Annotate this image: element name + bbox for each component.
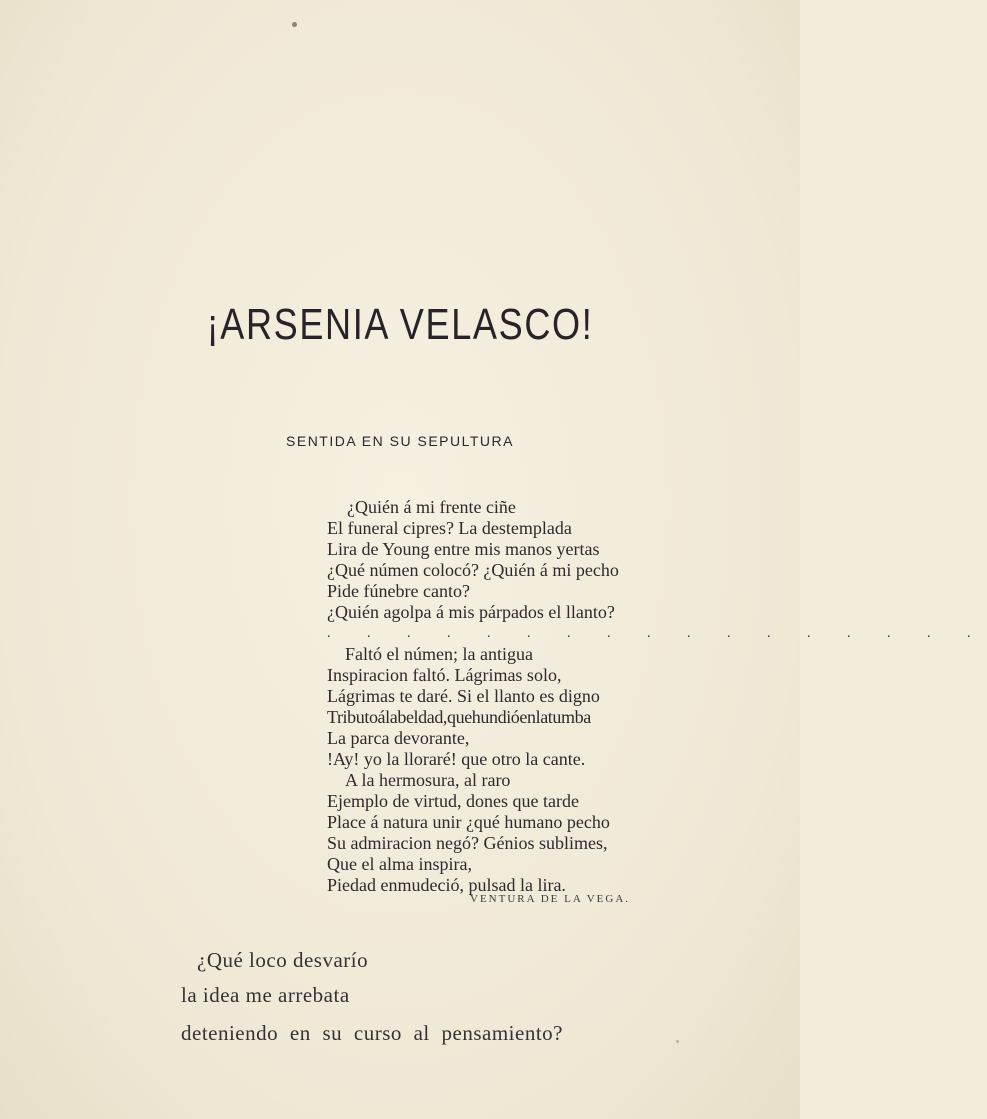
paper-speck	[676, 1040, 679, 1043]
epigraph-line: Inspiracion faltó. Lágrimas solo,	[327, 665, 562, 685]
epigraph-line: Lágrimas te daré. Si el llanto es digno	[327, 686, 600, 706]
epigraph-line: Su admiracion negó? Génios sublimes,	[327, 833, 608, 853]
epigraph-line: ¿Quién á mi frente ciñe	[347, 497, 516, 517]
epigraph-line: El funeral cipres? La destemplada	[327, 518, 572, 538]
epigraph-ellipsis: . . . . . . . . . . . . . . . . .	[327, 626, 987, 641]
page-title: ¡ARSENIA VELASCO!	[206, 300, 594, 349]
page-subtitle: SENTIDA EN SU SEPULTURA	[286, 433, 514, 449]
epigraph-line: ¿Qué númen colocó? ¿Quién á mi pecho	[327, 560, 619, 580]
epigraph-line: Faltó el númen; la antigua	[345, 644, 533, 664]
epigraph-line: !Ay! yo la lloraré! que otro la cante.	[327, 749, 586, 769]
epigraph-line: ¿Quién agolpa á mis párpados el llanto?	[327, 602, 615, 622]
epigraph-line: A la hermosura, al raro	[345, 770, 511, 790]
epigraph-line: Que el alma inspira,	[327, 854, 472, 874]
poem-line: ¿Qué loco desvarío	[197, 948, 369, 972]
paper-speck	[292, 22, 297, 27]
epigraph-line: Piedad enmudeció, pulsad la lira.	[327, 875, 566, 895]
epigraph-line: Pide fúnebre canto?	[327, 581, 470, 601]
epigraph-line: Lira de Young entre mis manos yertas	[327, 539, 600, 559]
epigraph	[327, 497, 987, 896]
epigraph-line: La parca devorante,	[327, 728, 470, 748]
poem-line: la idea me arrebata	[181, 983, 350, 1007]
poem-line: deteniendo en su curso al pensamiento?	[181, 1021, 563, 1045]
epigraph-line: Ejemplo de virtud, dones que tarde	[327, 791, 579, 811]
epigraph-attribution: VENTURA DE LA VEGA.	[470, 893, 631, 905]
epigraph-line: Place á natura unir ¿qué humano pecho	[327, 812, 610, 832]
epigraph-line: Tributoálabeldad,quehundióenlatumba	[327, 707, 591, 727]
